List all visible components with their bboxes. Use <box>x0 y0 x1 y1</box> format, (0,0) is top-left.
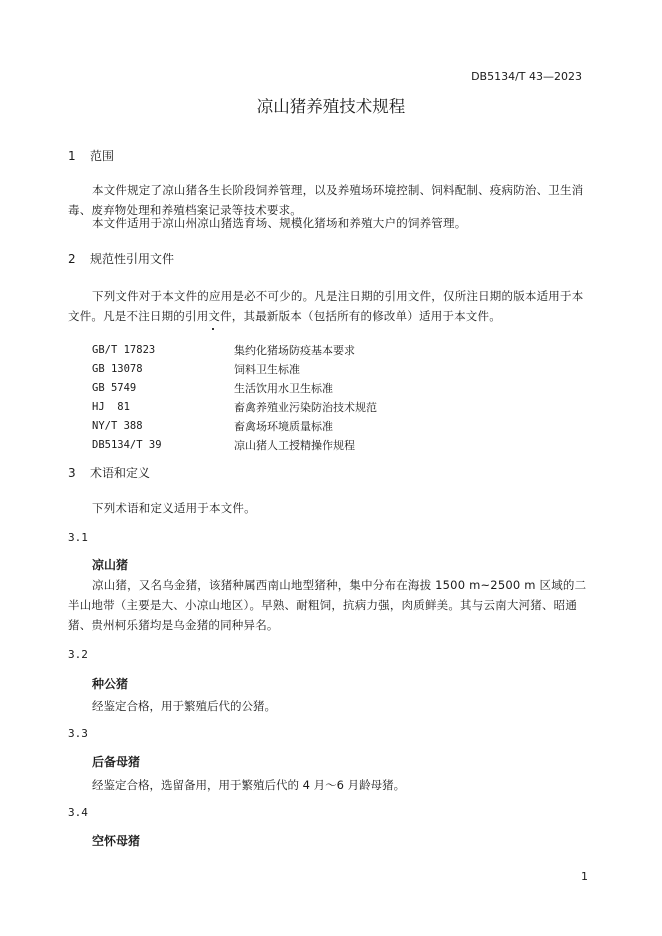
scope-paragraph: 本文件规定了凉山猪各生长阶段饲养管理，以及养殖场环境控制、饲料配制、疫病防治、卫生消毒、废弃物处理和养殖档案记录等技术要求。 <box>68 183 584 217</box>
normative-intro-paragraph: 下列文件对于本文件的应用是必不可少的。凡是注日期的引用文件，仅所注日期的版本适用于本文件。凡是不注日期的引用文件，其最新版本（包括所有的修改单）适用于本文件。 <box>68 289 584 323</box>
reference-code: NY/T 388 <box>92 420 143 432</box>
page-number: 1 <box>581 870 588 883</box>
section-title: 术语和定义 <box>90 466 151 480</box>
reference-code: DB5134/T 39 <box>92 439 162 451</box>
section-heading-scope <box>68 147 114 164</box>
reference-title: 畜禽场环境质量标准 <box>234 420 333 433</box>
reference-title: 生活饮用水卫生标准 <box>234 382 333 395</box>
section-number: 1 <box>68 149 76 163</box>
section-heading-normative <box>68 250 174 267</box>
document-number: DB5134/T 43—2023 <box>471 70 582 83</box>
term-definition: 凉山猪，又名乌金猪，该猪种属西南山地型猪种，集中分布在海拔 1500 m~2500 m 区域的二半山地带（主要是大、小凉山地区）。早熟、耐粗饲，抗病力强，肉质鲜美。其与云南大河猪、昭通猪、贵州柯乐猪均是乌金猪的同种异名。 <box>68 578 587 632</box>
term-heading: 种公猪 <box>92 677 129 691</box>
section-heading-terms <box>68 464 150 481</box>
term-number: 3.4 <box>68 806 88 819</box>
section-title: 规范性引用文件 <box>90 252 175 266</box>
term-heading: 后备母猪 <box>92 755 141 769</box>
reference-title: 饲料卫生标准 <box>234 363 300 376</box>
section-number: 3 <box>68 466 76 480</box>
reference-title: 畜禽养殖业污染防治技术规范 <box>234 401 377 414</box>
terms-intro-paragraph: 下列术语和定义适用于本文件。 <box>92 501 256 515</box>
term-definition: 经鉴定合格，用于繁殖后代的公猪。 <box>92 699 276 713</box>
reference-title: 集约化猪场防疫基本要求 <box>234 344 355 357</box>
term-heading: 凉山猪 <box>92 558 129 572</box>
scope-applicability-paragraph: 本文件适用于凉山州凉山猪选育场、规模化猪场和养殖大户的饲养管理。 <box>92 216 467 230</box>
term-definition: 经鉴定合格，选留备用，用于繁殖后代的 4 月～6 月龄母猪。 <box>92 778 406 792</box>
section-number: 2 <box>68 252 76 266</box>
reference-code: GB 13078 <box>92 363 143 375</box>
term-heading: 空怀母猪 <box>92 834 141 848</box>
reference-code: GB 5749 <box>92 382 137 394</box>
term-number: 3.1 <box>68 531 88 544</box>
term-number: 3.2 <box>68 648 88 661</box>
reference-code: HJ 81 <box>92 401 130 413</box>
term-number: 3.3 <box>68 727 88 740</box>
section-title: 范围 <box>90 149 115 163</box>
reference-code: GB/T 17823 <box>92 344 156 356</box>
scan-speck <box>212 328 214 330</box>
document-title: 凉山猪养殖技术规程 <box>256 97 406 116</box>
reference-title: 凉山猪人工授精操作规程 <box>234 439 355 452</box>
